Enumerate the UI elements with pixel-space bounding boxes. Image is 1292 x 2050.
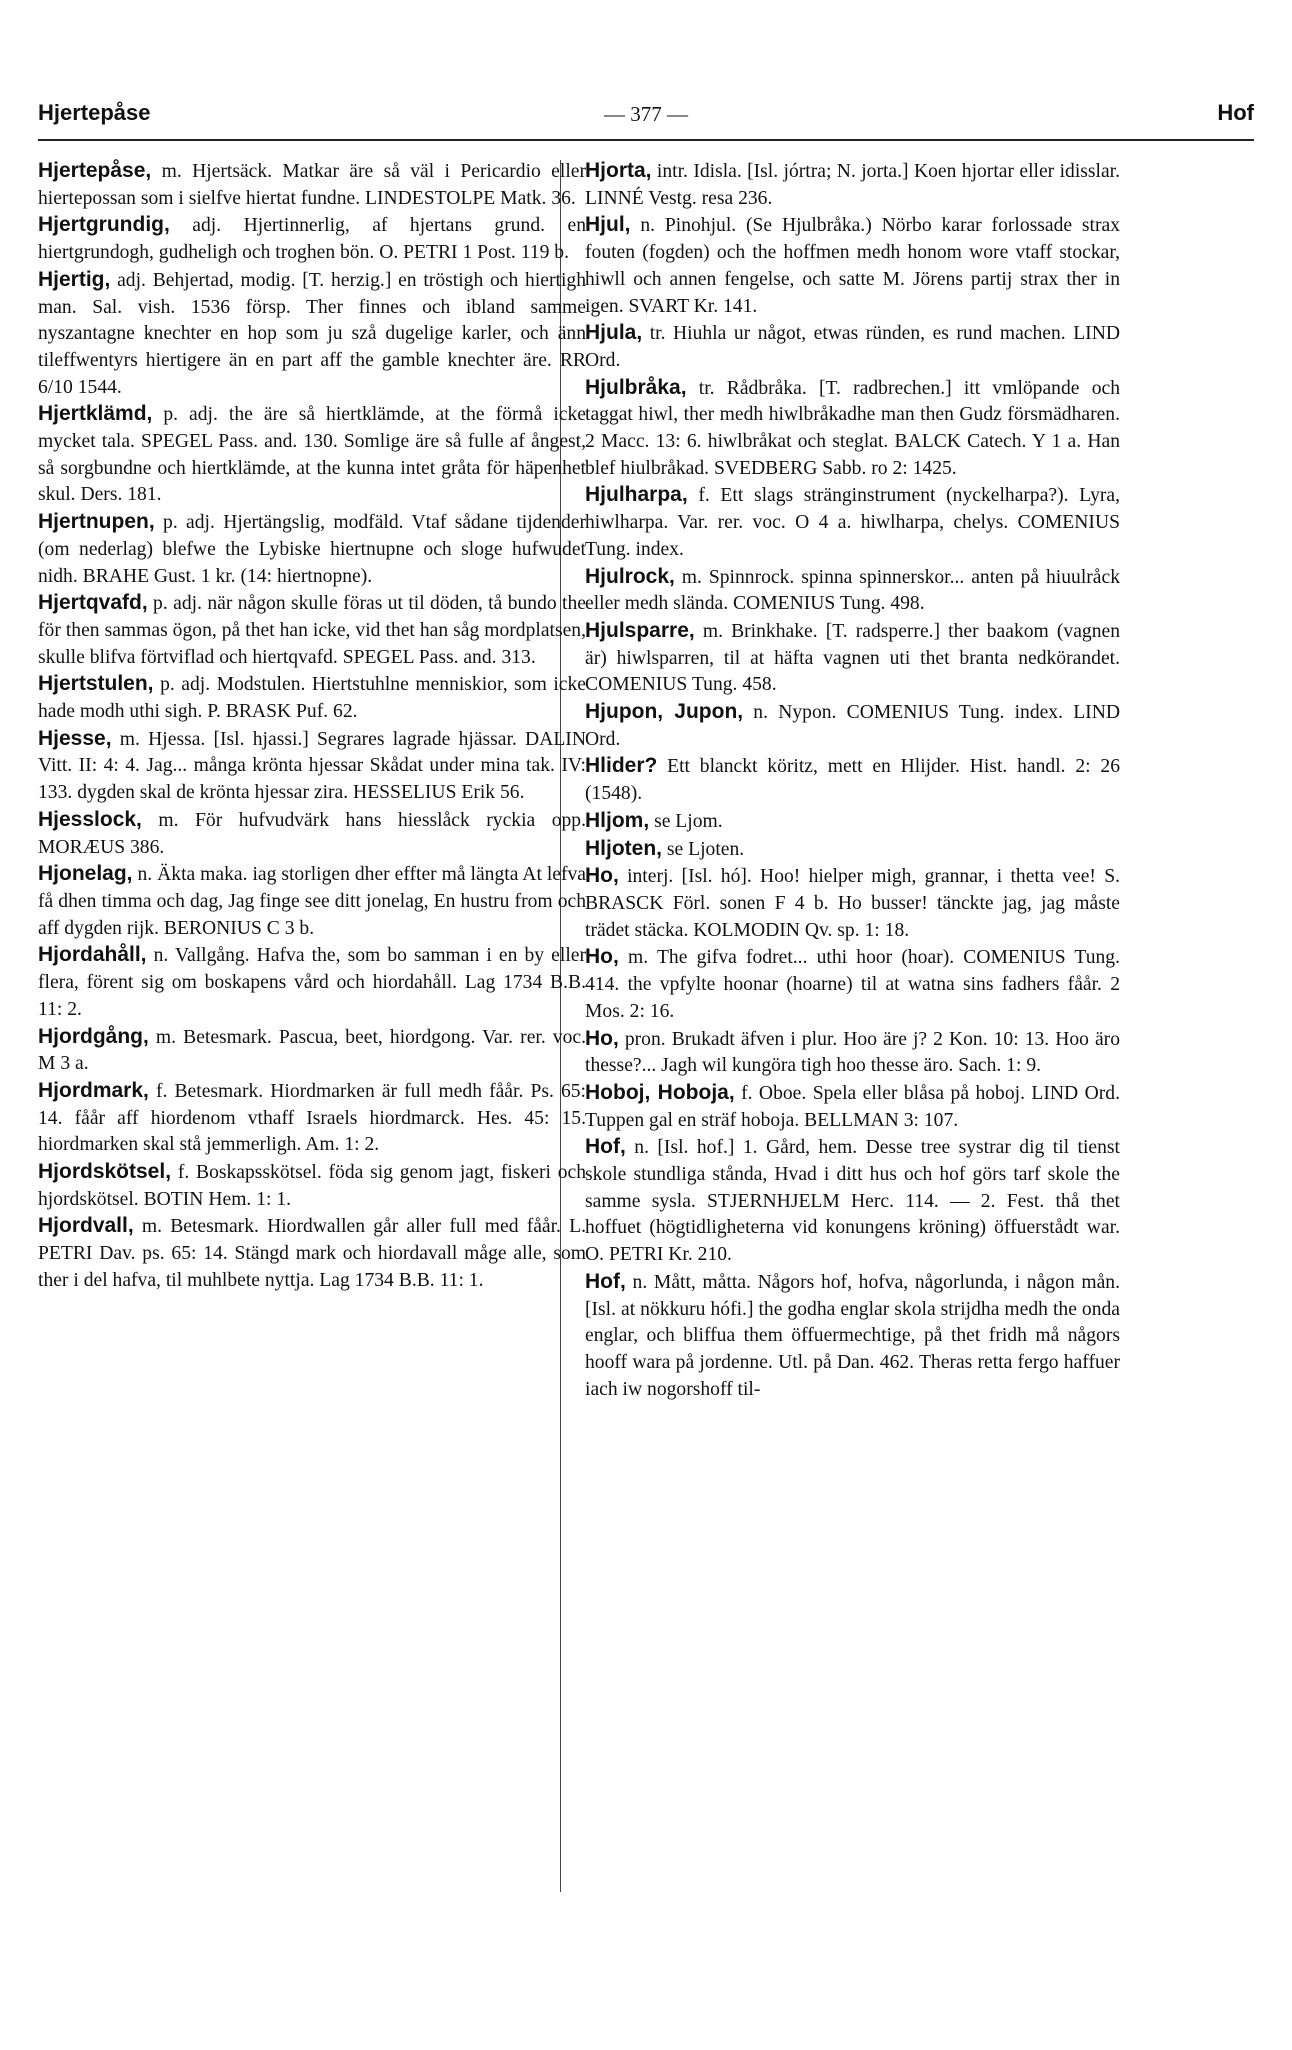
entry-definition: p. adj. Hjertängslig, modfäld. Vtaf sådane tijdender (om nederlag) blefwe the Lybiske hiertnupne och sloge hufwudet nidh. BRAHE Gust. 1 kr. (14: hiertnopne). (38, 512, 586, 587)
entry-headword: Hjordgång, (38, 1024, 149, 1048)
entry-definition: se Ljom. (649, 810, 723, 832)
entry-headword: Hjordmark, (38, 1078, 149, 1102)
entry-headword: Hjupon, Jupon, (585, 700, 744, 724)
dictionary-entry (38, 671, 586, 725)
dictionary-entry (38, 267, 586, 402)
entry-definition: f. Ett slags stränginstrument (nyckelharpa?). Lyra, hiwlharpa. Var. rer. voc. O 4 a. hiwlharpa, chelys. COMENIUS Tung. index. (585, 485, 1120, 560)
entry-headword: Hjordskötsel, (38, 1160, 172, 1184)
header-left-guideword: Hjertepåse (38, 100, 151, 125)
dictionary-entry (585, 1026, 1120, 1080)
left-column (38, 158, 586, 1295)
dictionary-entry (585, 1269, 1120, 1404)
entry-definition: n. Nypon. COMENIUS Tung. index. LIND Ord. (585, 702, 1120, 750)
dictionary-entry (585, 863, 1120, 944)
entry-headword: Hjordvall, (38, 1214, 134, 1238)
entry-definition: interj. [Isl. hó]. Hoo! hielper migh, grannar, i thetta vee! S. BRASCK Förl. sonen F 4 b. Ho busser! tänckte jag, jag måste trädet stäcka. KOLMODIN Qv. sp. 1: 18. (585, 866, 1120, 941)
dictionary-entry (585, 753, 1120, 807)
dictionary-entry (38, 1024, 586, 1078)
page-number: — 377 — (604, 102, 688, 126)
entry-definition: p. adj. the äre så hiertklämde, at the förmå icke mycket tala. SPEGEL Pass. and. 130. Somlige äre så fulle af ångest, så sorgbundne och hiertklämde, at the kunna intet gråta för häpenhet skul. Ders. 181. (38, 404, 586, 506)
entry-headword: Hjertig, (38, 267, 111, 291)
entry-headword: Hjorta, (585, 159, 652, 182)
entry-headword: Hjesslock, (38, 807, 142, 831)
entry-definition: tr. Hiuhla ur något, etwas ründen, es rund machen. LIND Ord. (585, 323, 1120, 371)
dictionary-entry (38, 942, 586, 1023)
entry-definition: n. [Isl. hof.] 1. Gård, hem. Desse tree systrar dig til tienst skole stundliga stånda, Hvad i ditt hus och hof görs tarf skole the samme sysla. STJERNHJELM Herc. 114. — 2. Fest. thå thet hoffuet (högtidligheterna vid konungens kröning) öffuerstådt war. O. PETRI Kr. 210. (585, 1137, 1120, 1266)
entry-definition: m. Hjessa. [Isl. hjassi.] Segrares lagrade hjässar. DALIN Vitt. II: 4: 4. Jag... många krönta hjessar Skådat under mina tak. IV: 133. dygden skal de krönta hjessar zira. HESSELIUS Erik 56. (38, 728, 586, 804)
entry-headword: Hjulharpa, (585, 483, 688, 507)
entry-definition: p. adj. när någon skulle föras ut til döden, tå bundo the för then sammas ögon, på thet han icke, vid thet han såg mordplatsen, skulle blifva förtviflad och hiertqvafd. SPEGEL Pass. and. 313. (38, 593, 586, 668)
entry-definition: m. Brinkhake. [T. radsperre.] ther baakom (vagnen är) hiwlsparren, til at häfta vagnen uti thet branta nedkörandet. COMENIUS Tung. 458. (585, 620, 1120, 696)
entry-definition: n. Pinohjul. (Se Hjulbråka.) Nörbo karar forlossade strax fouten (fogden) och the hoffmen medh honom wore vtaff stockar, hiwll och annen fengelse, och satte M. Jörens partij strax ther in igen. SVART Kr. 141. (585, 215, 1120, 317)
entry-definition: f. Oboe. Spela eller blåsa på hoboj. LIND Ord. Tuppen gal en sträf hoboja. BELLMAN 3: 107. (585, 1082, 1120, 1131)
dictionary-entry (38, 1159, 586, 1213)
dictionary-entry (38, 807, 586, 861)
dictionary-entry (38, 212, 586, 266)
entry-definition: intr. Idisla. [Isl. jórtra; N. jorta.] Koen hjortar eller idisslar. LINNÉ Vestg. resa 236. (585, 161, 1120, 209)
header-rule (38, 139, 1254, 141)
dictionary-entry (585, 808, 1120, 836)
dictionary-entry (585, 944, 1120, 1025)
entry-headword: Hjulsparre, (585, 618, 695, 642)
entry-definition: m. Betesmark. Hiordwallen går aller full med fåår. L. PETRI Dav. ps. 65: 14. Stängd mark och hiordavall måge alle, som ther i del hafva, til muhlbete nyttja. Lag 1734 B.B. 11: 1. (38, 1216, 586, 1291)
entry-headword: Hjertepåse, (38, 159, 152, 182)
entry-headword: Hjertklämd, (38, 402, 153, 426)
entry-headword: Hjertgrundig, (38, 213, 170, 237)
entry-headword: Ho, (585, 864, 619, 888)
entry-definition: adj. Hjertinnerlig, af hjertans grund. en hiertgrundogh, gudheligh och troghen bön. O. PETRI 1 Post. 119 b. (38, 215, 586, 264)
dictionary-entry (585, 564, 1120, 618)
dictionary-entry (585, 158, 1120, 212)
entry-headword: Hjertqvafd, (38, 591, 148, 615)
entry-headword: Hlider? (585, 754, 658, 778)
entry-headword: Ho, (585, 1026, 619, 1050)
entry-definition: f. Betesmark. Hiordmarken är full medh fåår. Ps. 65: 14. fåår aff hiordenom vthaff Israels hiordmarck. Hes. 45: 15. hiordmarken skal stå jemmerligh. Am. 1: 2. (38, 1080, 586, 1156)
entry-definition: n. Vallgång. Hafva the, som bo samman i en by eller flera, förent sig om boskapens vård och hiordahåll. Lag 1734 B.B. 11: 2. (38, 945, 586, 1020)
entry-definition: se Ljoten. (662, 838, 745, 860)
entry-definition: m. Hjertsäck. Matkar äre så väl i Pericardio eller hiertepossan som i sielfve hiertat fundne. LINDESTOLPE Matk. 36. (38, 161, 586, 209)
entry-headword: Hjonelag, (38, 862, 133, 886)
dictionary-entry (585, 375, 1120, 483)
entry-definition: m. Spinnrock. spinna spinnerskor... anten på hiuulråck eller medh slända. COMENIUS Tung. 498. (585, 566, 1120, 615)
entry-headword: Hjulrock, (585, 564, 675, 588)
entry-headword: Hjertnupen, (38, 510, 155, 534)
entry-definition: Ett blanckt köritz, mett en Hlijder. Hist. handl. 2: 26 (1548). (585, 756, 1120, 805)
entry-definition: tr. Rådbråka. [T. radbrechen.] itt vmlöpande och taggat hiwl, ther medh hiwlbråkadhe man then Gudz försmädharen. 2 Macc. 13: 6. hiwlbråkat och steglat. BALCK Catech. Y 1 a. Han blef hiulbråkad. SVEDBERG Sabb. ro 2: 1425. (585, 377, 1120, 479)
dictionary-entry (585, 320, 1120, 374)
dictionary-entry (585, 212, 1120, 320)
entry-headword: Hoboj, Hoboja, (585, 1080, 735, 1104)
right-column (585, 158, 1120, 1403)
entry-definition: p. adj. Modstulen. Hiertstuhlne menniskior, som icke hade modh uthi sigh. P. BRASK Puf. 62. (38, 674, 586, 723)
dictionary-entry (38, 1213, 586, 1294)
entry-definition: adj. Behjertad, modig. [T. herzig.] en tröstigh och hiertigh man. Sal. vish. 1536 försp. Ther finnes och ibland samme nyszantagne knechter en hop som ju szå dugelige karler, och änn tileffwentyrs hiertigere än en part aff the gamble knechter äre. RR 6/10 1544. (38, 269, 586, 398)
dictionary-entry (38, 509, 586, 590)
entry-headword: Hljoten, (585, 836, 662, 860)
dictionary-entry (38, 1078, 586, 1159)
dictionary-entry (585, 618, 1120, 699)
entry-definition: n. Äkta maka. iag storligen dher effter må längta At lefva få dhen timma och dag, Jag finge see ditt jonelag, En hustru from och aff dygden rijk. BERONIUS C 3 b. (38, 864, 586, 939)
entry-definition: n. Mått, måtta. Någors hof, hofva, någorlunda, i någon mån. [Isl. at nökkuru hófi.] the godha englar skola strijdha medh the onda englar, och bliffua them öffuermechtige, på thet fridh må någors hooff wara på jordenne. Utl. på Dan. 462. Theras retta fergo haffuer iach iw nogorshoff til- (585, 1271, 1120, 1400)
dictionary-entry (585, 1134, 1120, 1269)
dictionary-entry (585, 699, 1120, 753)
dictionary-entry (38, 590, 586, 671)
entry-headword: Hjula, (585, 321, 643, 345)
entry-definition: m. För hufvudvärk hans hiesslåck ryckia opp. MORÆUS 386. (38, 809, 586, 858)
dictionary-entry (585, 1080, 1120, 1134)
dictionary-entry (38, 158, 586, 212)
dictionary-entry (585, 836, 1120, 864)
entry-headword: Hjordahåll, (38, 943, 147, 967)
entry-headword: Hjulbråka, (585, 375, 687, 399)
entry-headword: Ho, (585, 945, 619, 969)
dictionary-entry (585, 482, 1120, 563)
entry-definition: f. Boskapsskötsel. föda sig genom jagt, fiskeri och hjordskötsel. BOTIN Hem. 1: 1. (38, 1162, 586, 1210)
entry-headword: Hjertstulen, (38, 672, 154, 696)
entry-headword: Hof, (585, 1269, 626, 1293)
dictionary-entry (38, 401, 586, 509)
entry-headword: Hof, (585, 1135, 626, 1159)
entry-definition: m. Betesmark. Pascua, beet, hiordgong. Var. rer. voc. M 3 a. (38, 1026, 586, 1075)
entry-definition: m. The gifva fodret... uthi hoor (hoar). COMENIUS Tung. 414. the vpfylte hoonar (hoarne) til at watna sins fadhers fåår. 2 Mos. 2: 16. (585, 947, 1120, 1022)
entry-definition: pron. Brukadt äfven i plur. Hoo äre j? 2 Kon. 10: 13. Hoo äro thesse?... Jagh wil kungöra tigh hoo thesse äro. Sach. 1: 9. (585, 1028, 1120, 1077)
dictionary-entry (38, 726, 586, 807)
entry-headword: Hjul, (585, 213, 631, 237)
entry-headword: Hjesse, (38, 726, 112, 750)
entry-headword: Hljom, (585, 808, 650, 832)
header-right-guideword: Hof (1217, 100, 1254, 125)
page-header (38, 100, 1254, 140)
dictionary-entry (38, 861, 586, 942)
